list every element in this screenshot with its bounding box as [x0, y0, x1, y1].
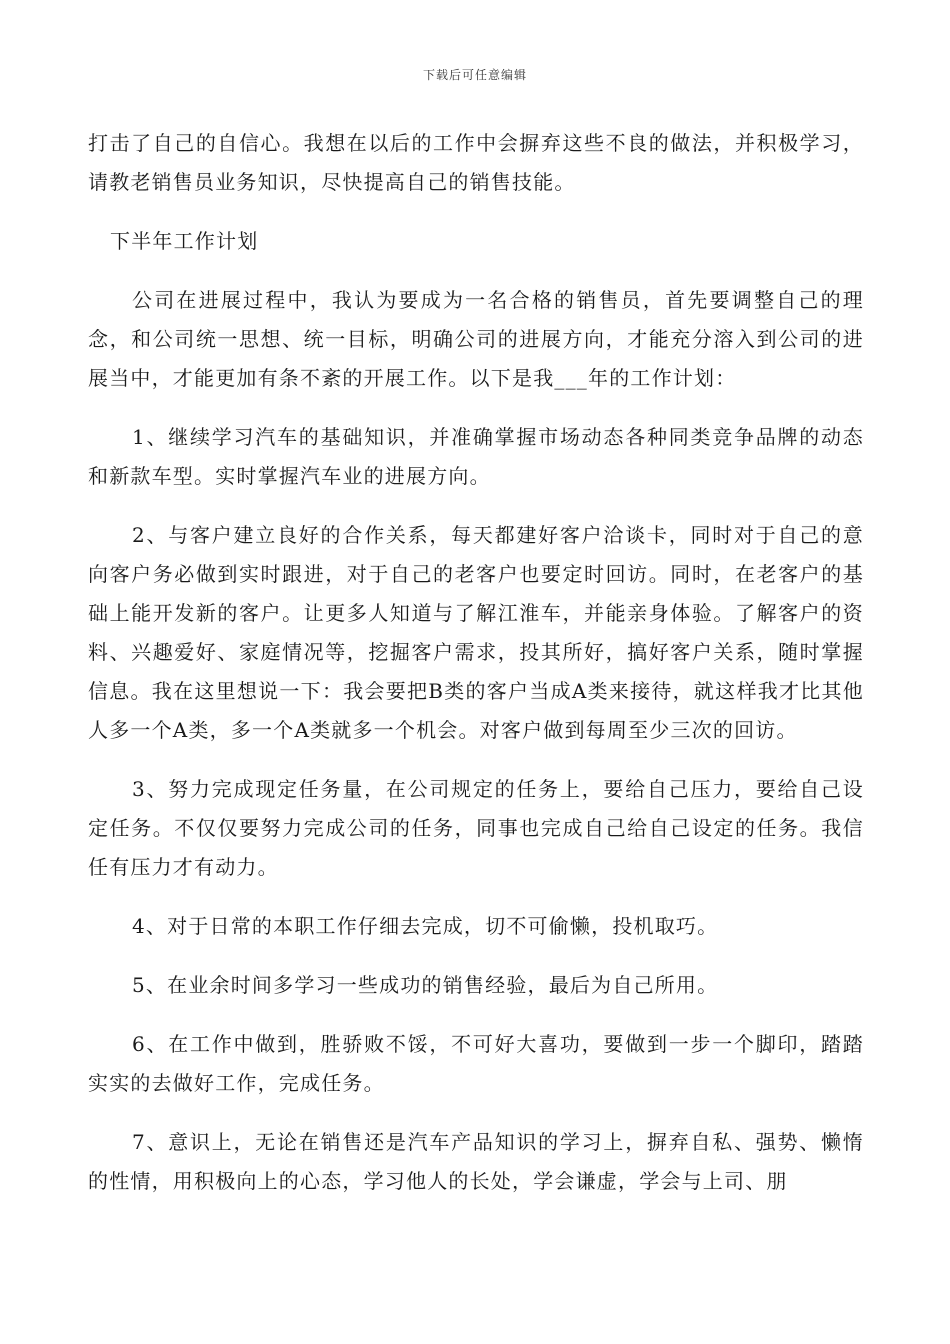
plan-item-1: 1、继续学习汽车的基础知识，并准确掌握市场动态各种同类竞争品牌的动态和新款车型。实时掌握汽车业的进展方向。	[88, 425, 864, 488]
page-header: 下载后可任意编辑	[422, 68, 527, 82]
plan-item-6: 6、在工作中做到，胜骄败不馁，不可好大喜功，要做到一步一个脚印，踏踏实实的去做好工作，完成任务。	[88, 1032, 864, 1095]
paragraph-continuation: 打击了自己的自信心。我想在以后的工作中会摒弃这些不良的做法，并积极学习，请教老销售员业务知识，尽快提高自己的销售技能。	[88, 131, 864, 194]
plan-item-5: 5、在业余时间多学习一些成功的销售经验，最后为自己所用。	[132, 973, 719, 997]
plan-item-3: 3、努力完成现定任务量，在公司规定的任务上，要给自己压力，要给自己设定任务。不仅仅要努力完成公司的任务，同事也完成自己给自己设定的任务。我信任有压力才有动力。	[88, 777, 864, 879]
document-body	[88, 124, 864, 1221]
plan-item-2: 2、与客户建立良好的合作关系，每天都建好客户洽谈卡，同时对于自己的意向客户务必做到实时跟进，对于自己的老客户也要定时回访。同时，在老客户的基础上能开发新的客户。让更多人知道与了解江淮车，并能亲身体验。了解客户的资料、兴趣爱好、家庭情况等，挖掘客户需求，投其所好，搞好客户关系，随时掌握信息。我在这里想说一下：我会要把B类的客户当成A类来接待，就这样我才比其他人多一个A类，多一个A类就多一个机会。对客户做到每周至少三次的回访。	[88, 523, 864, 742]
paragraph-intro: 公司在进展过程中，我认为要成为一名合格的销售员，首先要调整自己的理念，和公司统一思想、统一目标，明确公司的进展方向，才能充分溶入到公司的进展当中，才能更加有条不紊的开展工作。以下是我___年的工作计划：	[88, 288, 864, 390]
plan-item-4: 4、对于日常的本职工作仔细去完成，切不可偷懒，投机取巧。	[132, 914, 719, 938]
section-heading: 下半年工作计划	[110, 229, 259, 253]
plan-item-7: 7、意识上，无论在销售还是汽车产品知识的学习上，摒弃自私、强势、懒惰的性情，用积极向上的心态，学习他人的长处，学会谦虚，学会与上司、朋	[88, 1130, 864, 1193]
